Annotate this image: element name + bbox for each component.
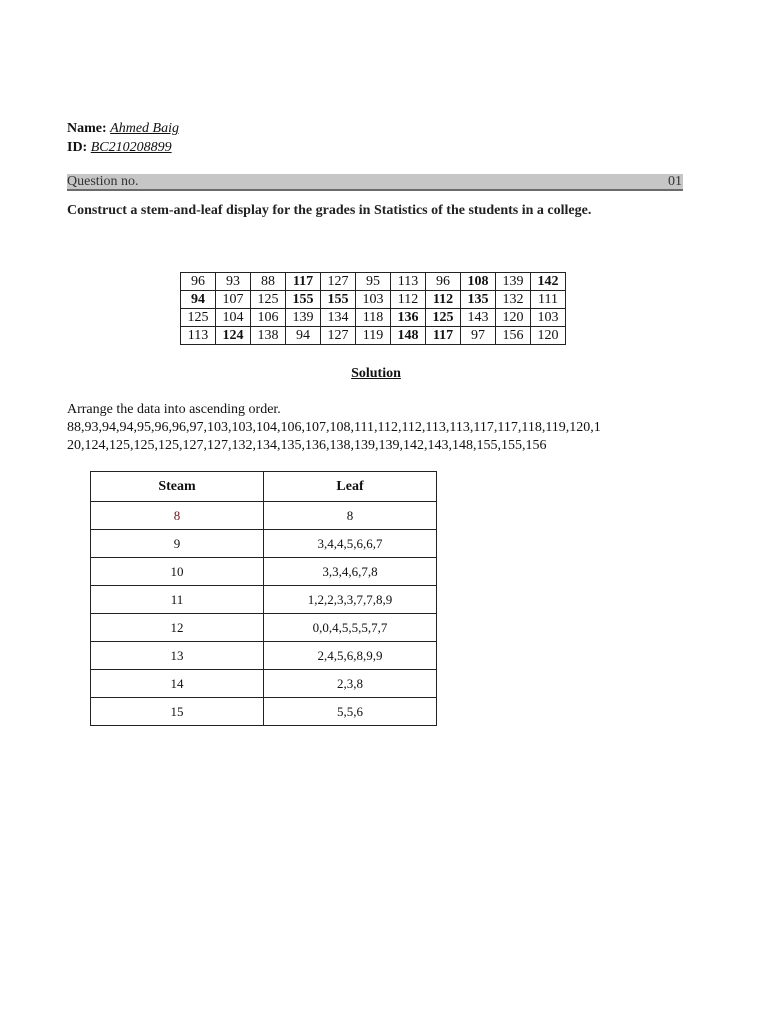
grade-cell: 104 bbox=[216, 309, 251, 327]
grade-cell: 113 bbox=[391, 273, 426, 291]
grades-row bbox=[181, 309, 566, 327]
question-text: Construct a stem-and-leaf display for the grades in Statistics of the students in a college. bbox=[67, 203, 592, 218]
grades-row bbox=[181, 273, 566, 291]
stem-leaf-row bbox=[91, 614, 437, 642]
grade-cell: 120 bbox=[531, 327, 566, 345]
leaf-cell: 3,4,4,5,6,6,7 bbox=[264, 530, 437, 558]
grade-cell: 132 bbox=[496, 291, 531, 309]
stem-cell: 15 bbox=[91, 698, 264, 726]
leaf-cell: 2,4,5,6,8,9,9 bbox=[264, 642, 437, 670]
grade-cell: 119 bbox=[356, 327, 391, 345]
stem-leaf-row bbox=[91, 558, 437, 586]
grade-cell: 125 bbox=[251, 291, 286, 309]
grade-cell: 103 bbox=[356, 291, 391, 309]
stem-leaf-row bbox=[91, 698, 437, 726]
stem-leaf-table bbox=[90, 471, 437, 726]
grade-cell: 94 bbox=[286, 327, 321, 345]
grade-cell: 94 bbox=[181, 291, 216, 309]
grade-cell: 95 bbox=[356, 273, 391, 291]
grade-cell: 134 bbox=[321, 309, 356, 327]
grade-cell: 127 bbox=[321, 273, 356, 291]
grade-cell: 120 bbox=[496, 309, 531, 327]
grade-cell: 117 bbox=[286, 273, 321, 291]
leaf-cell: 2,3,8 bbox=[264, 670, 437, 698]
sorted-data-line-2: 20,124,125,125,125,127,127,132,134,135,136,138,139,139,142,143,148,155,155,156 bbox=[67, 438, 547, 453]
stem-cell: 14 bbox=[91, 670, 264, 698]
grade-cell: 139 bbox=[286, 309, 321, 327]
stem-leaf-row bbox=[91, 530, 437, 558]
stem-cell: 12 bbox=[91, 614, 264, 642]
grade-cell: 125 bbox=[426, 309, 461, 327]
question-bar bbox=[67, 174, 683, 191]
grade-cell: 127 bbox=[321, 327, 356, 345]
name-line bbox=[67, 121, 179, 137]
grades-row bbox=[181, 327, 566, 345]
solution-heading: Solution bbox=[351, 366, 401, 381]
grade-cell: 155 bbox=[286, 291, 321, 309]
grade-cell: 112 bbox=[391, 291, 426, 309]
id-label: ID: bbox=[67, 140, 88, 155]
name-label: Name: bbox=[67, 121, 107, 136]
grade-cell: 108 bbox=[461, 273, 496, 291]
stem-cell: 8 bbox=[91, 502, 264, 530]
grade-cell: 138 bbox=[251, 327, 286, 345]
question-number: 01 bbox=[668, 174, 682, 189]
grade-cell: 139 bbox=[496, 273, 531, 291]
grade-cell: 117 bbox=[426, 327, 461, 345]
stem-leaf-row bbox=[91, 502, 437, 530]
grade-cell: 125 bbox=[181, 309, 216, 327]
arrange-instruction: Arrange the data into ascending order. bbox=[67, 402, 281, 417]
grade-cell: 143 bbox=[461, 309, 496, 327]
stem-cell: 11 bbox=[91, 586, 264, 614]
stem-leaf-row bbox=[91, 670, 437, 698]
grade-cell: 136 bbox=[391, 309, 426, 327]
stem-cell: 9 bbox=[91, 530, 264, 558]
grade-cell: 135 bbox=[461, 291, 496, 309]
stem-header: Steam bbox=[91, 472, 264, 502]
grade-cell: 103 bbox=[531, 309, 566, 327]
question-label: Question no. bbox=[67, 174, 139, 189]
grade-cell: 156 bbox=[496, 327, 531, 345]
grade-cell: 106 bbox=[251, 309, 286, 327]
leaf-cell: 8 bbox=[264, 502, 437, 530]
grade-cell: 148 bbox=[391, 327, 426, 345]
leaf-cell: 5,5,6 bbox=[264, 698, 437, 726]
name-value: Ahmed Baig bbox=[110, 121, 179, 136]
grade-cell: 118 bbox=[356, 309, 391, 327]
grade-cell: 111 bbox=[531, 291, 566, 309]
grade-cell: 96 bbox=[181, 273, 216, 291]
stem-leaf-row bbox=[91, 642, 437, 670]
grade-cell: 88 bbox=[251, 273, 286, 291]
sorted-data-line-1: 88,93,94,94,95,96,96,97,103,103,104,106,107,108,111,112,112,113,113,117,117,118,119,120,1 bbox=[67, 420, 601, 435]
grade-cell: 93 bbox=[216, 273, 251, 291]
leaf-cell: 1,2,2,3,3,7,7,8,9 bbox=[264, 586, 437, 614]
stem-cell: 10 bbox=[91, 558, 264, 586]
leaf-cell: 0,0,4,5,5,5,7,7 bbox=[264, 614, 437, 642]
grade-cell: 97 bbox=[461, 327, 496, 345]
grade-cell: 96 bbox=[426, 273, 461, 291]
grade-cell: 107 bbox=[216, 291, 251, 309]
grade-cell: 155 bbox=[321, 291, 356, 309]
leaf-header: Leaf bbox=[264, 472, 437, 502]
grade-cell: 124 bbox=[216, 327, 251, 345]
grade-cell: 113 bbox=[181, 327, 216, 345]
id-line bbox=[67, 140, 172, 156]
stem-leaf-row bbox=[91, 586, 437, 614]
grades-row bbox=[181, 291, 566, 309]
leaf-cell: 3,3,4,6,7,8 bbox=[264, 558, 437, 586]
stem-cell: 13 bbox=[91, 642, 264, 670]
grade-cell: 112 bbox=[426, 291, 461, 309]
grades-table bbox=[180, 272, 566, 345]
grade-cell: 142 bbox=[531, 273, 566, 291]
id-value: BC210208899 bbox=[90, 140, 172, 155]
